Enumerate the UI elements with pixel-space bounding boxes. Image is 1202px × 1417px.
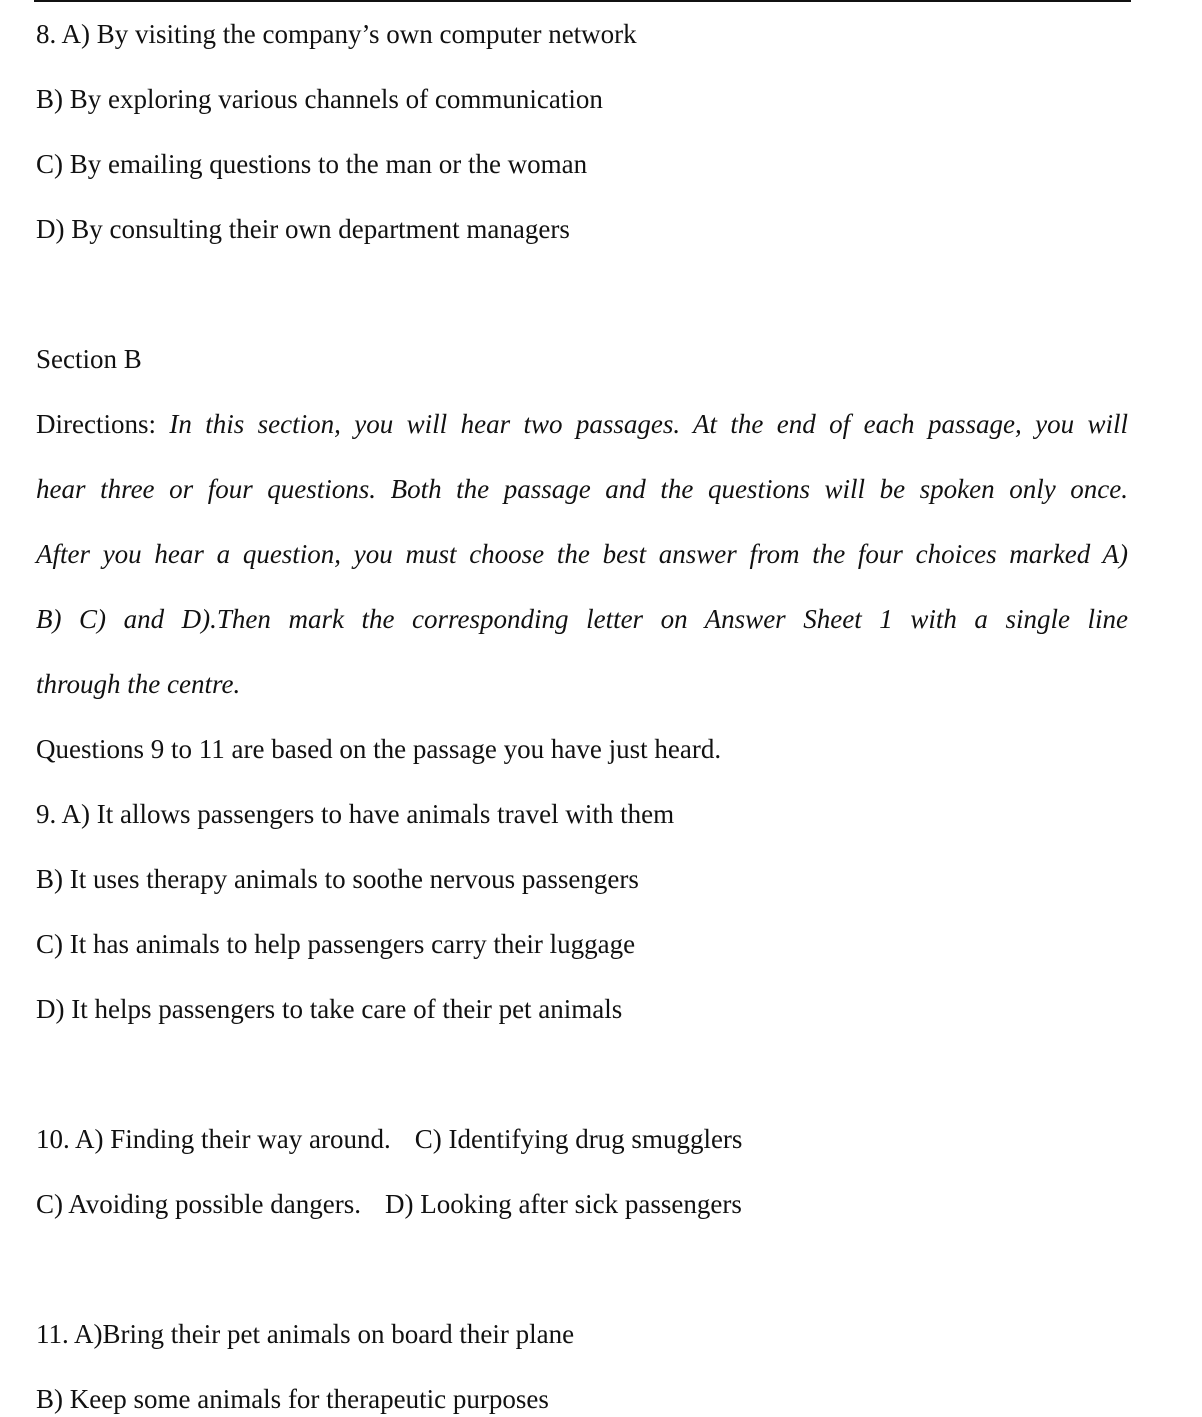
directions-line-5: through the centre. [36,669,241,699]
q8-option-c: C) By emailing questions to the man or the woman [36,149,588,179]
q8-option-d: D) By consulting their own department managers [36,214,570,244]
q9-option-a: 9. A) It allows passengers to have animals travel with them [36,799,675,829]
q10-option-b: C) Identifying drug smugglers [414,1124,743,1154]
q9-option-c: C) It has animals to help passengers carry their luggage [36,929,636,959]
q10-row-1 [36,1121,742,1157]
q10-option-a: 10. A) Finding their way around. [36,1124,391,1154]
q10-option-c: C) Avoiding possible dangers. [36,1189,361,1219]
directions-text-1: In this section, you will hear two passages. At the end of each passage, you will [169,409,1128,439]
directions-line-4: B) C) and D).Then mark the corresponding letter on Answer Sheet 1 with a single line [36,604,1128,634]
q10-option-d: D) Looking after sick passengers [384,1189,742,1219]
q11-option-b: B) Keep some animals for therapeutic purposes [36,1384,549,1414]
q9-option-d: D) It helps passengers to take care of their pet animals [36,994,623,1024]
directions-line-2: hear three or four questions. Both the passage and the questions will be spoken only once. [36,474,1128,504]
q8-option-a: 8. A) By visiting the company’s own computer network [36,19,637,49]
directions-line-3: After you hear a question, you must choose the best answer from the four choices marked A) [36,539,1128,569]
questions-intro: Questions 9 to 11 are based on the passage you have just heard. [36,734,722,764]
section-title: Section B [36,344,142,374]
directions-label: Directions: [36,409,170,439]
q9-option-b: B) It uses therapy animals to soothe nervous passengers [36,864,639,894]
q10-row-2 [36,1186,742,1222]
directions-line-1 [36,406,1128,442]
q8-option-b: B) By exploring various channels of communication [36,84,603,114]
q11-option-a: 11. A)Bring their pet animals on board their plane [36,1319,575,1349]
top-rule [34,0,1131,2]
